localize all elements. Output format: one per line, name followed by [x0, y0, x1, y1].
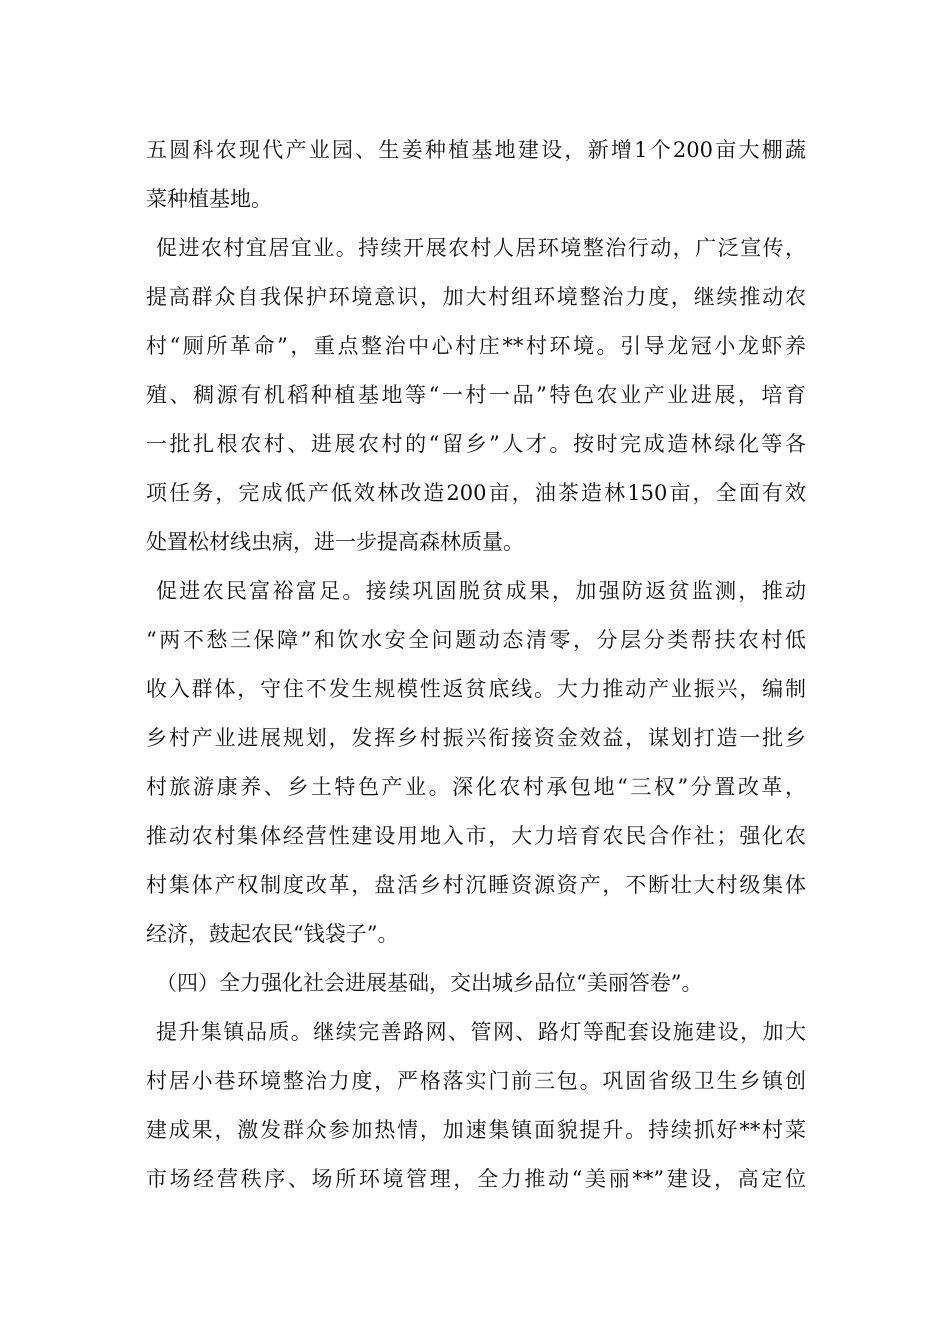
text-line: 村集体产权制度改革，盘活乡村沉睡资源资产，不断壮大村级集体	[146, 873, 806, 897]
text-line: 村“厕所革命”，重点整治中心村庄**村环境。引导龙冠小龙虾养	[146, 334, 806, 358]
document-body	[146, 126, 806, 1204]
text-line: 乡村产业进展规划，发挥乡村振兴衔接资金效益，谋划打造一批乡	[146, 726, 806, 750]
text-line: 促进农村宜居宜业。持续开展农村人居环境整治行动，广泛宣传，	[156, 236, 806, 260]
text-line: 菜种植基地。	[146, 187, 272, 211]
text-line: （四）全力强化社会进展基础，交出城乡品位“美丽答卷”。	[156, 971, 703, 995]
text-line: 市场经营秩序、场所环境管理，全力推动“美丽**”建设，高定位	[146, 1167, 806, 1191]
text-line: 推动农村集体经营性建设用地入市，大力培育农民合作社；强化农	[146, 824, 806, 848]
text-line: 村居小巷环境整治力度，严格落实门前三包。巩固省级卫生乡镇创	[146, 1069, 806, 1093]
text-line: 提升集镇品质。继续完善路网、管网、路灯等配套设施建设，加大	[156, 1020, 806, 1044]
text-line: 收入群体，守住不发生规模性返贫底线。大力推动产业振兴，编制	[146, 677, 806, 701]
text-line: 五圆科农现代产业园、生姜种植基地建设，新增1个200亩大棚蔬	[146, 138, 806, 162]
text-line: 建成果，激发群众参加热情，加速集镇面貌提升。持续抓好**村菜	[146, 1118, 806, 1142]
text-line: 一批扎根农村、进展农村的“留乡”人才。按时完成造林绿化等各	[146, 432, 806, 456]
text-line: 项任务，完成低产低效林改造200亩，油茶造林150亩，全面有效	[146, 481, 806, 505]
text-line: 殖、稠源有机稻种植基地等“一村一品”特色农业产业进展，培育	[146, 383, 806, 407]
text-line: 提高群众自我保护环境意识，加大村组环境整治力度，继续推动农	[146, 285, 806, 309]
text-line: 村旅游康养、乡土特色产业。深化农村承包地“三权”分置改革，	[146, 775, 806, 799]
text-line: “两不愁三保障”和饮水安全问题动态清零，分层分类帮扶农村低	[146, 628, 806, 652]
text-line: 促进农民富裕富足。接续巩固脱贫成果，加强防返贫监测，推动	[156, 579, 806, 603]
text-line: 处置松材线虫病，进一步提高森林质量。	[146, 530, 524, 554]
text-line: 经济，鼓起农民“钱袋子”。	[146, 922, 399, 946]
